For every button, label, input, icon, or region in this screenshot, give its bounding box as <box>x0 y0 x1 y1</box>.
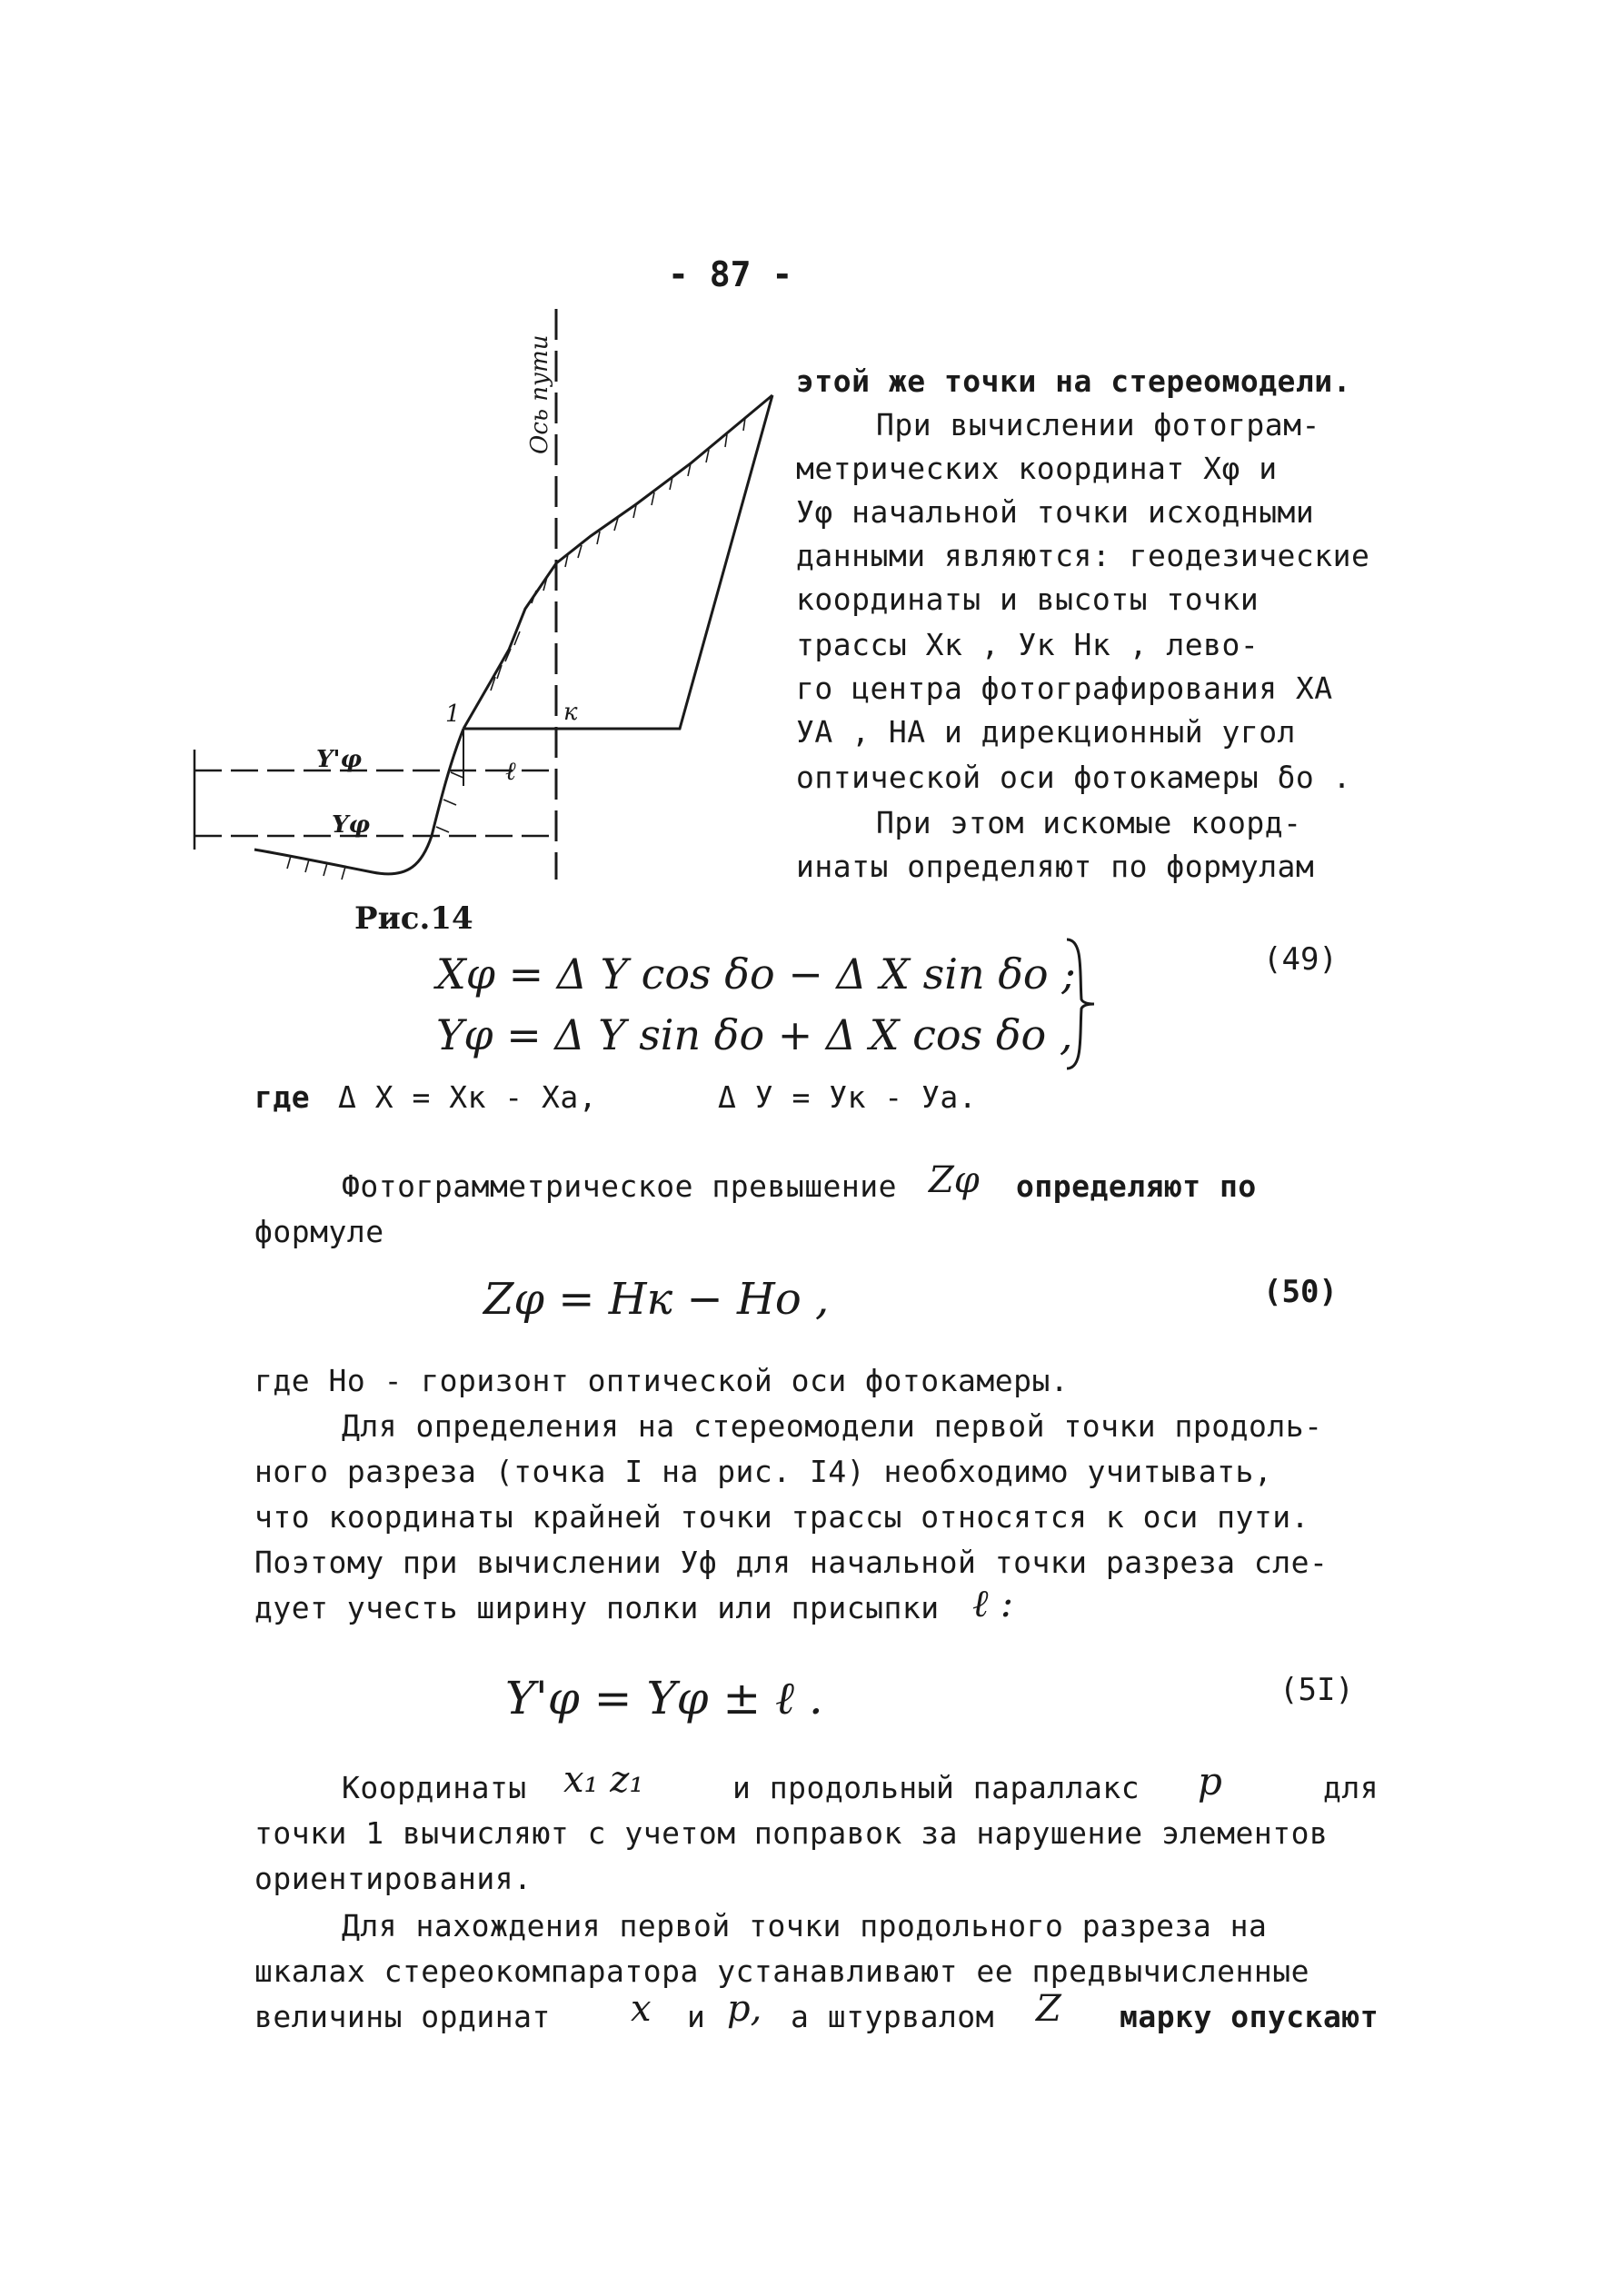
equation-50: Zφ = Hк − Hо , <box>483 1274 830 1325</box>
equation-50-number: (50) <box>1263 1274 1338 1310</box>
side-text-line-5: данными являются: геодезические <box>796 538 1370 573</box>
para-after-50-line-3: ного разреза (точка I на рис. I4) необходимо учитывать, <box>254 1454 1273 1489</box>
last-para-line-3-d: марку опускают <box>1120 1999 1379 2034</box>
figure-y-label: Yφ <box>332 811 371 839</box>
page-number: - 87 - <box>668 254 793 294</box>
coords-para-line-2: точки 1 вычисляют с учетом поправок за нарушение элементов <box>254 1815 1329 1851</box>
side-text-line-4: Уφ начальной точки исходными <box>796 494 1315 530</box>
equation-51-number: (5I) <box>1279 1672 1354 1708</box>
side-text-line-10: оптической оси фотокамеры δо . <box>796 760 1352 795</box>
coords-para-text-c: для <box>1323 1770 1379 1805</box>
coords-para-text-b: и продольный параллакс <box>732 1770 1140 1805</box>
figure-14 <box>182 291 800 945</box>
equation-49-brace <box>1063 936 1100 1072</box>
coords-para-symbol-xz: x₁ z₁ <box>563 1759 644 1801</box>
figure-l-label: ℓ <box>505 756 516 786</box>
side-text-line-11: При этом искомые коорд- <box>876 805 1302 840</box>
last-para-line-2: шкалах стереокомпаратора устанавливают ее предвычисленные <box>254 1953 1309 1989</box>
side-text-line-9: УА , НА и дирекционный угол <box>796 714 1296 750</box>
last-para-symbol-z: Z <box>1036 1988 1061 2030</box>
elevation-para-text-a: Фотограмметрическое превышение <box>342 1168 898 1204</box>
last-para-line-1: Для нахождения первой точки продольного разреза на <box>342 1908 1268 1943</box>
last-para-line-3-a: величины ординат <box>254 1999 551 2034</box>
last-para-line-3-b: и <box>687 1999 706 2034</box>
para-after-50-symbol: ℓ : <box>972 1581 1013 1625</box>
coords-para-text-a: Координаты <box>342 1770 527 1805</box>
para-after-50-line-5: Поэтому при вычислении Уф для начальной точки разреза сле- <box>254 1545 1329 1580</box>
para-after-50-line-1: где Но - горизонт оптической оси фотокамеры. <box>254 1363 1070 1398</box>
side-text-line-3: метрических координат Xφ и <box>796 451 1278 486</box>
side-text-line-2: При вычислении фотограм- <box>876 407 1320 442</box>
side-text-line-7: трассы Хк , Ук Нк , лево- <box>796 627 1260 662</box>
figure-y-prime-label: Y'φ <box>316 746 363 773</box>
slope-hatching <box>287 418 745 880</box>
figure-point-1-label: 1 <box>445 701 461 728</box>
para-after-50-line-4: что координаты крайней точки трассы относятся к оси пути. <box>254 1499 1309 1535</box>
where-49-dx: Δ X = Хк - Ха, <box>338 1079 598 1115</box>
elevation-para-symbol: Zφ <box>929 1159 980 1201</box>
equation-49-number: (49) <box>1263 941 1338 978</box>
equation-49-line-1: Xφ = Δ Y cos δo − Δ X sin δo ; <box>436 949 1076 999</box>
elevation-para-line-2: формуле <box>254 1214 384 1249</box>
equation-49-line-2: Yφ = Δ Y sin δo + Δ X cos δo , <box>436 1010 1073 1059</box>
figure-axis-label: Ось пути <box>526 334 553 454</box>
equation-51: Y'φ = Yφ ± ℓ . <box>505 1672 823 1724</box>
last-para-symbol-p: p, <box>727 1988 762 2030</box>
side-text-line-12: инаты определяют по формулам <box>796 849 1315 884</box>
side-text-line-8: го центра фотографирования ХА <box>796 671 1333 706</box>
para-after-50-line-2: Для определения на стереомодели первой точки продоль- <box>342 1408 1323 1444</box>
last-para-symbol-x: x <box>631 1988 652 2030</box>
where-49-word: где <box>254 1079 311 1115</box>
coords-para-symbol-p: p <box>1198 1759 1222 1804</box>
side-text-line-1: этой же точки на стереомодели. <box>796 363 1352 399</box>
para-after-50-line-6: дует учесть ширину полки или присыпки <box>254 1590 940 1625</box>
elevation-para-text-b: определяют по <box>1016 1168 1257 1204</box>
side-text-line-6: координаты и высоты точки <box>796 581 1260 617</box>
where-49-dy: Δ У = Ук - Уа. <box>718 1079 978 1115</box>
coords-para-line-3: ориентирования. <box>254 1861 533 1896</box>
last-para-line-3-c: а штурвалом <box>791 1999 995 2034</box>
figure-point-k-label: к <box>563 699 578 726</box>
figure-caption: Рис.14 <box>354 900 473 937</box>
